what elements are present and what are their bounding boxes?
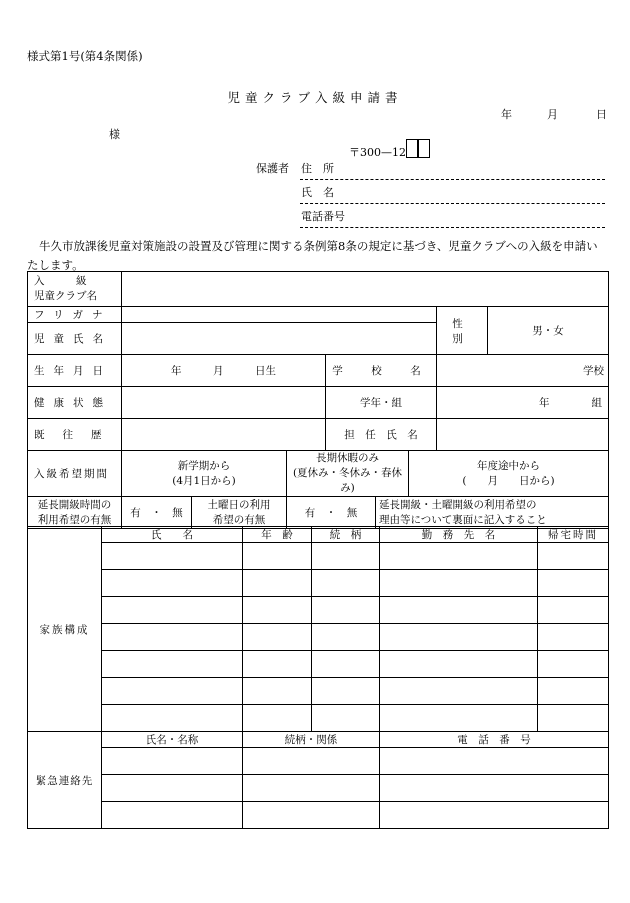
guardian-name-label: 氏 名 xyxy=(301,186,334,199)
extended-hours-yes-no[interactable]: 有 ・ 無 xyxy=(122,497,192,529)
phone-label: 電話番号 xyxy=(301,210,345,223)
saturday-use-yes-no[interactable]: 有 ・ 無 xyxy=(287,497,376,529)
postal-prefix: 〒300—12 xyxy=(349,146,406,159)
family-cell[interactable] xyxy=(312,624,380,651)
family-row xyxy=(28,705,609,732)
health-label: 健康状態 xyxy=(28,387,122,419)
family-cell[interactable] xyxy=(243,651,312,678)
teacher-name-label: 担 任 氏 名 xyxy=(326,419,437,451)
family-cell[interactable] xyxy=(102,678,243,705)
family-cell[interactable] xyxy=(243,597,312,624)
address-line[interactable] xyxy=(300,179,605,180)
reason-note: 延長開級・土曜開級の利用希望の 理由等について裏面に記入すること xyxy=(376,497,609,529)
family-cell[interactable] xyxy=(312,705,380,732)
date-year-label: 年 xyxy=(501,108,512,121)
family-emergency-table xyxy=(27,526,609,829)
family-cell[interactable] xyxy=(538,678,609,705)
family-cell[interactable] xyxy=(380,624,538,651)
emergency-header-phone: 電 話 番 号 xyxy=(380,732,609,748)
date-day-label: 日 xyxy=(596,108,607,121)
date-month-label: 月 xyxy=(547,108,558,121)
school-name-label: 学 校 名 xyxy=(326,355,437,387)
family-cell[interactable] xyxy=(312,570,380,597)
family-cell[interactable] xyxy=(312,678,380,705)
family-cell[interactable] xyxy=(538,543,609,570)
furigana-label: フリガナ xyxy=(28,307,122,323)
family-row xyxy=(28,597,609,624)
family-header-name: 氏 名 xyxy=(102,527,243,543)
page-title: 児童クラブ入級申請書 xyxy=(227,90,403,105)
grade-class-field[interactable]: 年 組 xyxy=(437,387,609,419)
family-row xyxy=(28,543,609,570)
grade-class-label: 学年・組 xyxy=(326,387,437,419)
family-cell[interactable] xyxy=(538,570,609,597)
child-name-field[interactable] xyxy=(122,323,437,355)
medical-history-label: 既往歴 xyxy=(28,419,122,451)
guardian-name-line[interactable] xyxy=(300,203,605,204)
emergency-row xyxy=(28,802,609,829)
medical-history-field[interactable] xyxy=(122,419,326,451)
emergency-header-name: 氏名・名称 xyxy=(102,732,243,748)
emergency-cell[interactable] xyxy=(102,748,243,775)
family-cell[interactable] xyxy=(312,543,380,570)
club-name-label: 入 級 児童クラブ名 xyxy=(28,272,122,307)
school-name-field[interactable]: 学校 xyxy=(437,355,609,387)
furigana-field[interactable] xyxy=(122,307,437,323)
period-option-long-holiday[interactable]: 長期休暇のみ (夏休み・冬休み・春休み) xyxy=(287,451,409,497)
family-cell[interactable] xyxy=(538,705,609,732)
gender-label: 性 別 xyxy=(437,307,488,355)
family-cell[interactable] xyxy=(243,570,312,597)
family-cell[interactable] xyxy=(243,678,312,705)
emergency-cell[interactable] xyxy=(380,775,609,802)
family-cell[interactable] xyxy=(102,543,243,570)
address-label: 住 所 xyxy=(301,162,334,175)
emergency-cell[interactable] xyxy=(102,802,243,829)
intro-text: 牛久市放課後児童対策施設の設置及び管理に関する条例第8条の規定に基づき、児童クラブへの入級を申請いたします。 xyxy=(27,239,598,272)
birthdate-label: 生年月日 xyxy=(28,355,122,387)
gender-options[interactable]: 男・女 xyxy=(488,307,609,355)
family-cell[interactable] xyxy=(380,678,538,705)
family-cell[interactable] xyxy=(380,543,538,570)
family-row xyxy=(28,570,609,597)
family-cell[interactable] xyxy=(538,597,609,624)
family-cell[interactable] xyxy=(380,570,538,597)
family-cell[interactable] xyxy=(102,651,243,678)
addressee-suffix: 様 xyxy=(109,128,120,141)
teacher-name-field[interactable] xyxy=(437,419,609,451)
family-header-workplace: 勤 務 先 名 xyxy=(380,527,538,543)
health-field[interactable] xyxy=(122,387,326,419)
family-header-age: 年 齢 xyxy=(243,527,312,543)
family-row xyxy=(28,651,609,678)
emergency-cell[interactable] xyxy=(243,802,380,829)
family-cell[interactable] xyxy=(312,651,380,678)
period-option-new-term[interactable]: 新学期から (4月1日から) xyxy=(122,451,287,497)
family-cell[interactable] xyxy=(243,705,312,732)
club-name-field[interactable] xyxy=(122,272,609,307)
emergency-row xyxy=(28,775,609,802)
emergency-header-relation: 続柄・関係 xyxy=(243,732,380,748)
phone-line[interactable] xyxy=(300,227,605,228)
family-section-label: 家族構成 xyxy=(28,527,102,732)
form-number: 様式第1号(第4条関係) xyxy=(27,49,143,63)
family-header-relation: 続 柄 xyxy=(312,527,380,543)
birthdate-field[interactable]: 年 月 日生 xyxy=(122,355,326,387)
emergency-cell[interactable] xyxy=(380,802,609,829)
family-cell[interactable] xyxy=(538,651,609,678)
period-label: 入級希望期間 xyxy=(28,451,122,497)
family-row xyxy=(28,624,609,651)
extended-hours-label: 延長開級時間の 利用希望の有無 xyxy=(28,497,122,529)
guardian-label: 保護者 xyxy=(256,162,289,175)
family-header-return-time: 帰宅時間 xyxy=(538,527,609,543)
family-cell[interactable] xyxy=(102,624,243,651)
postal-digit-box[interactable] xyxy=(418,139,430,158)
emergency-section-label: 緊急連絡先 xyxy=(28,732,102,829)
family-cell[interactable] xyxy=(102,597,243,624)
application-form-table xyxy=(27,271,609,529)
emergency-cell[interactable] xyxy=(243,748,380,775)
family-cell[interactable] xyxy=(380,705,538,732)
family-cell[interactable] xyxy=(538,624,609,651)
family-cell[interactable] xyxy=(102,705,243,732)
period-option-mid-year[interactable]: 年度途中から ( 月 日から) xyxy=(409,451,609,497)
family-row xyxy=(28,678,609,705)
emergency-cell[interactable] xyxy=(102,775,243,802)
emergency-row xyxy=(28,748,609,775)
family-cell[interactable] xyxy=(380,651,538,678)
family-cell[interactable] xyxy=(102,570,243,597)
postal-digit-box[interactable] xyxy=(406,139,418,158)
emergency-cell[interactable] xyxy=(243,775,380,802)
child-name-label: 児童氏名 xyxy=(28,323,122,355)
family-cell[interactable] xyxy=(380,597,538,624)
family-cell[interactable] xyxy=(312,597,380,624)
emergency-cell[interactable] xyxy=(380,748,609,775)
saturday-use-label: 土曜日の利用 希望の有無 xyxy=(192,497,287,529)
family-cell[interactable] xyxy=(243,624,312,651)
family-cell[interactable] xyxy=(243,543,312,570)
